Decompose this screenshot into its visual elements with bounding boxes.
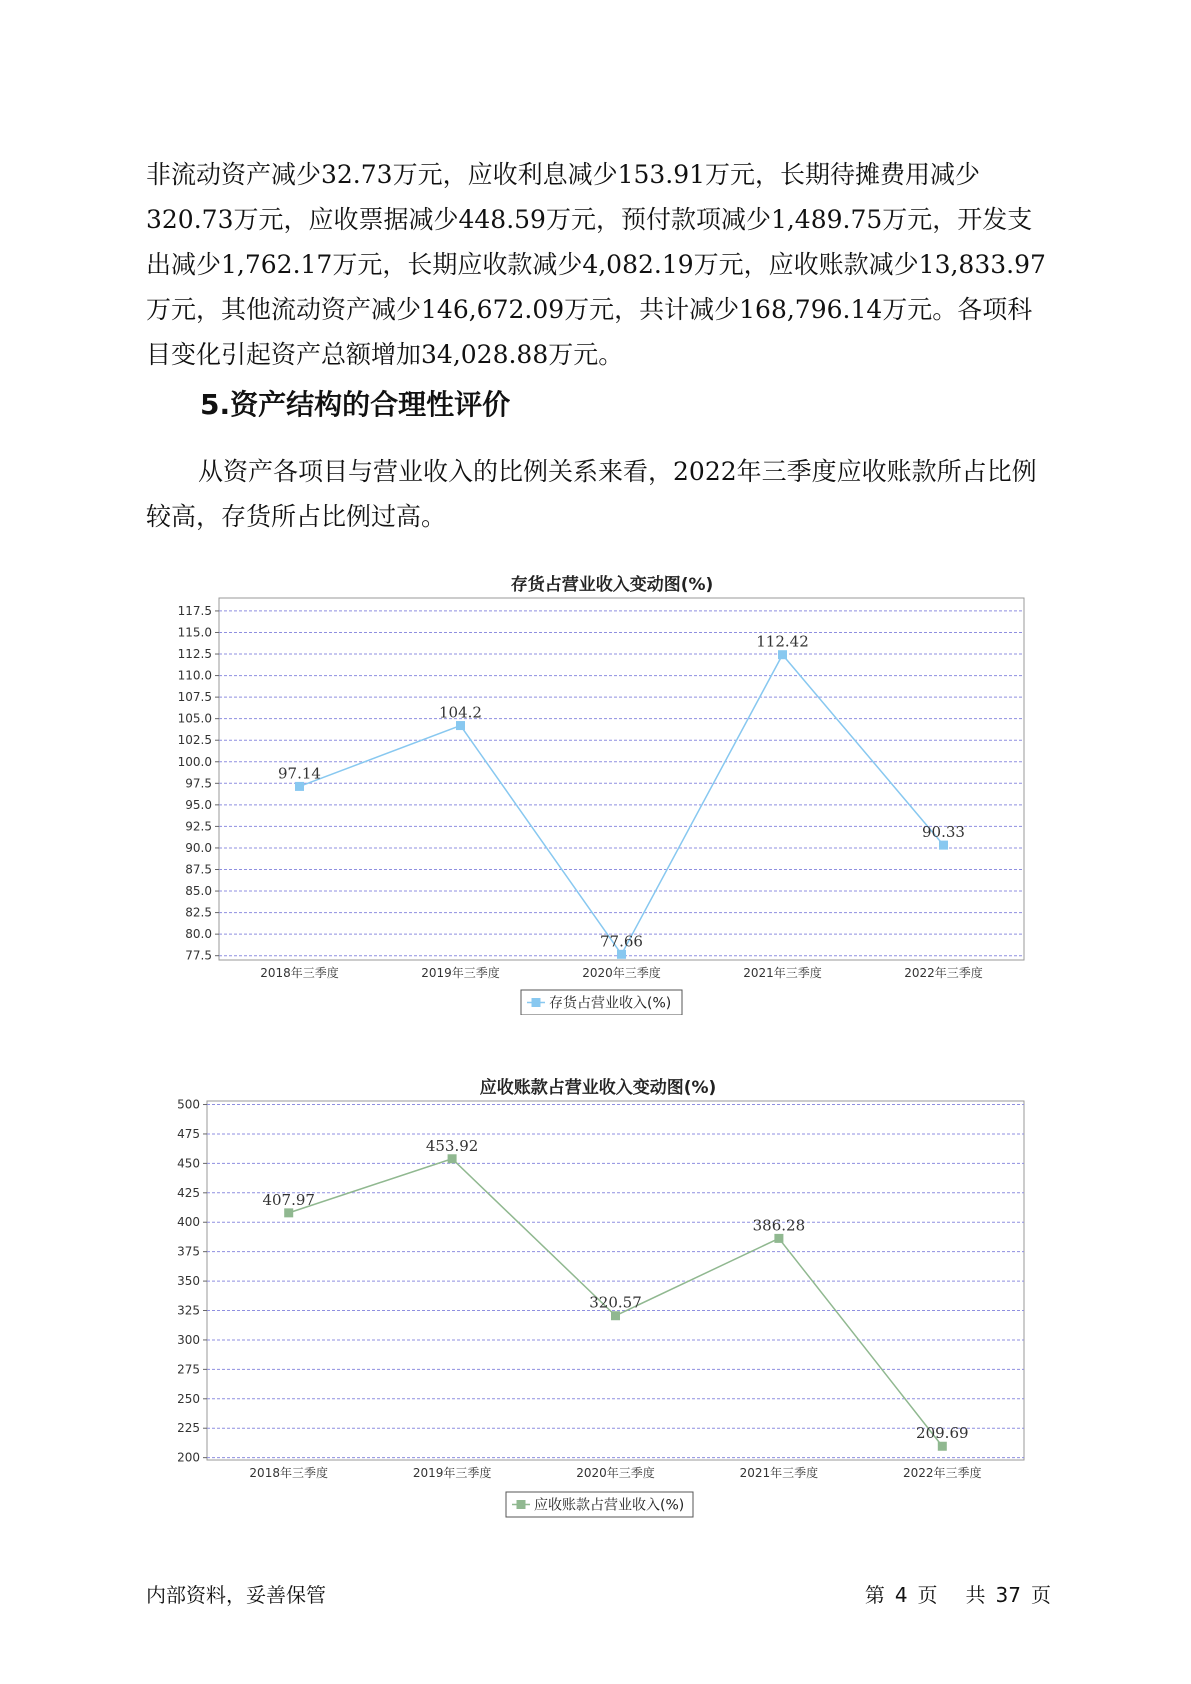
y-tick-label: 112.5 <box>177 647 212 662</box>
x-tick-label: 2021年三季度 <box>743 966 822 980</box>
y-tick-label: 105.0 <box>177 711 212 726</box>
data-label: 104.2 <box>439 703 482 722</box>
y-tick-label: 92.5 <box>185 819 212 834</box>
x-tick-label: 2019年三季度 <box>421 966 500 980</box>
page-suffix: 页 <box>917 1583 938 1607</box>
x-tick-label: 2020年三季度 <box>576 1466 655 1480</box>
x-tick-label: 2021年三季度 <box>739 1466 819 1480</box>
y-tick-label: 100.0 <box>177 754 212 769</box>
footer-confidential-note: 内部资料，妥善保管 <box>146 1583 326 1607</box>
y-tick-label: 82.5 <box>185 905 212 920</box>
y-tick-label: 300 <box>177 1332 200 1347</box>
y-tick-label: 275 <box>177 1362 200 1377</box>
footer-page-info <box>865 1581 1051 1609</box>
chart-title: 应收账款占营业收入变动图(%) <box>479 1078 717 1098</box>
body-paragraph-2: 从资产各项目与营业收入的比例关系来看，2022年三季度应收账款所占比例较高，存货所占比例过高。 <box>146 457 1037 531</box>
y-tick-label: 400 <box>177 1215 200 1230</box>
data-label: 453.92 <box>425 1136 479 1155</box>
legend-label: 存货占营业收入(%) <box>549 995 672 1012</box>
y-tick-label: 102.5 <box>177 733 212 748</box>
data-label: 97.14 <box>278 764 321 783</box>
total-suffix: 页 <box>1031 1583 1051 1607</box>
y-tick-label: 375 <box>177 1244 200 1259</box>
y-tick-label: 200 <box>177 1450 200 1465</box>
plot-area <box>207 1101 1024 1460</box>
y-tick-label: 250 <box>177 1391 200 1406</box>
x-tick-label: 2022年三季度 <box>904 966 983 980</box>
y-tick-label: 85.0 <box>185 884 212 899</box>
y-tick-label: 80.0 <box>185 927 212 942</box>
x-tick-label: 2020年三季度 <box>582 966 661 980</box>
page-number: 4 <box>894 1583 908 1607</box>
data-point <box>774 1234 783 1243</box>
x-tick-label: 2018年三季度 <box>249 1466 328 1480</box>
y-tick-label: 95.0 <box>185 797 212 812</box>
y-tick-label: 110.0 <box>177 668 212 683</box>
total-pages: 37 <box>995 1583 1021 1607</box>
data-label: 90.33 <box>922 823 965 842</box>
y-tick-label: 77.5 <box>185 948 212 963</box>
data-label: 386.28 <box>752 1216 806 1235</box>
section-heading: 5.资产结构的合理性评价 <box>200 388 511 421</box>
legend-label: 应收账款占营业收入(%) <box>534 1497 685 1514</box>
y-tick-label: 115.0 <box>177 625 212 640</box>
data-label: 112.42 <box>756 632 809 651</box>
y-tick-label: 225 <box>177 1421 200 1436</box>
y-tick-label: 500 <box>177 1097 200 1112</box>
legend-marker <box>517 1500 526 1509</box>
data-label: 77.66 <box>600 932 643 951</box>
y-tick-label: 475 <box>177 1126 200 1141</box>
y-tick-label: 90.0 <box>185 840 212 855</box>
x-tick-label: 2019年三季度 <box>412 1466 492 1480</box>
y-tick-label: 117.5 <box>177 603 212 618</box>
chart-title: 存货占营业收入变动图(%) <box>510 575 714 595</box>
data-label: 209.69 <box>916 1424 969 1443</box>
y-tick-label: 325 <box>177 1303 200 1318</box>
page-prefix: 第 <box>864 1583 885 1607</box>
y-tick-label: 107.5 <box>177 690 212 705</box>
x-tick-label: 2022年三季度 <box>903 1466 982 1480</box>
data-point <box>938 1442 947 1451</box>
y-tick-label: 97.5 <box>185 776 212 791</box>
data-point <box>448 1154 457 1163</box>
x-tick-label: 2018年三季度 <box>260 966 339 980</box>
body-paragraph-1: 非流动资产减少32.73万元，应收利息减少153.91万元，长期待摊费用减少320.73万元，应收票据减少448.59万元，预付款项减少1,489.75万元，开发支出减少1,762.17万元，长期应收款减少4,082.19万元，应收账款减少13,833.97万元，其他流动资产减少146,672.09万元，共计减少168,796.14万元。各项科目变化引起资产总额增加34,028.88万元。 <box>146 160 1046 369</box>
y-tick-label: 350 <box>177 1274 200 1289</box>
y-tick-label: 450 <box>177 1156 200 1171</box>
total-prefix: 共 <box>965 1583 986 1607</box>
data-label: 407.97 <box>262 1190 315 1209</box>
data-point <box>284 1208 293 1217</box>
data-label: 320.57 <box>589 1293 642 1312</box>
y-tick-label: 425 <box>177 1185 200 1200</box>
y-tick-label: 87.5 <box>185 862 212 877</box>
data-point <box>611 1311 620 1320</box>
